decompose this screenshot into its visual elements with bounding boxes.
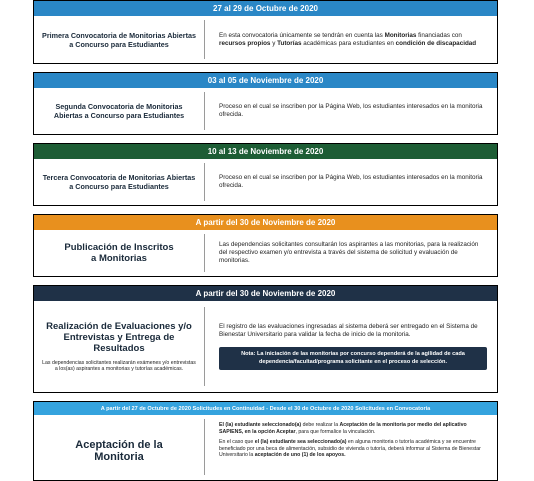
block-title-text: Tercera Convocatoria de Monitorias Abiertas a Concurso para Estudiantes (42, 173, 196, 191)
text-part: y (270, 39, 278, 47)
block-description (205, 16, 497, 63)
block-title-text: Realización de Evaluaciones y/o Entrevistas y Entrega de Resultados (46, 320, 192, 354)
schedule-block-acceptance (33, 401, 498, 481)
block-description (205, 415, 497, 479)
schedule-block-evaluations (33, 285, 498, 393)
text-part-bold: Tutorías (277, 39, 302, 47)
description-text: Proceso en el cual se inscriben por la Página Web, los estudiantes interesados en la monitoria ofrecida. (219, 103, 483, 118)
block-date-header (34, 215, 497, 230)
block-title (34, 230, 204, 276)
schedule-block-third-call (33, 143, 498, 206)
description-paragraph-1 (219, 422, 487, 435)
text-part: , para que formalice la vinculación. (295, 428, 376, 435)
description-text: Proceso en el cual se inscriben por la Página Web, los estudiantes interesados en la monitoria ofrecida. (219, 174, 483, 189)
block-title (34, 301, 204, 392)
description-paragraph-2 (219, 439, 487, 459)
header-text: 27 al 29 de Octubre de 2020 (213, 4, 318, 13)
block-description (205, 159, 497, 205)
block-description (205, 301, 497, 392)
text-part-bold: recursos propios (219, 39, 271, 47)
text-part-bold: El (la) estudiante seleccionado(a) (219, 422, 302, 428)
note-box: Nota: La iniciación de las monitorias por concurso dependerá de la agilidad de cada dependencia/facultad/programa solicitante en el proceso de selección. (219, 347, 487, 370)
text-part: En el caso que (219, 439, 255, 446)
block-title (34, 415, 204, 479)
block-description (205, 230, 497, 276)
text-part: en alguna monitoria o tutoría académica y se encuentre beneficiado por una beca de alimentación, subsidio de vivienda o tutoría, deberá informar al Sistema de Bienestar Universitario la (219, 439, 481, 459)
block-left-note: Las dependencias solicitantes realizarán exámenes y/o entrevistas a los(as) aspirantes a monitorias y tutorías académicas. (42, 359, 196, 372)
block-description (205, 88, 497, 134)
block-title-text: Publicación de Inscritos a Monitorias (64, 242, 174, 264)
description-text (219, 32, 487, 48)
text-part-bold: el (la) estudiante sea seleccionado(a) (254, 439, 347, 446)
header-text: A partir del 27 de Octubre de 2020 Solicitudes en Continuidad - Desde el 30 de Octubre de 2020 Solicitudes en Convocatoria (100, 405, 431, 412)
text-part-bold: condición de discapacidad (395, 39, 477, 47)
description-text: Las dependencias solicitantes consultarán los aspirantes a las monitorias, para la realización del respectivo examen y/o entrevista a través del sistema de solicitud y evaluación de monitorias. (219, 241, 479, 264)
text-part-bold: Monitorias (384, 31, 417, 39)
schedule-block-publication (33, 214, 498, 277)
text-part-bold: aceptación de uno (1) de los apoyos. (254, 452, 346, 459)
schedule-block-first-call (33, 0, 498, 64)
text-part-bold: Aceptación de la monitoria por medio del aplicativo SAPIENS, en la opción Aceptar (219, 422, 467, 435)
text-part: debe realizar la (301, 422, 340, 428)
header-text: A partir del 30 de Noviembre de 2020 (195, 218, 336, 227)
header-text: A partir del 30 de Noviembre de 2020 (195, 289, 336, 298)
block-title-text: Aceptación de la Monitoria (75, 439, 163, 463)
block-date-header (34, 144, 497, 159)
block-date-header (34, 73, 497, 88)
block-title-text: Segunda Convocatoria de Monitorias Abiertas a Concurso para Estudiantes (53, 102, 185, 120)
block-title (34, 159, 204, 205)
text-part: académicas para estudiantes en (301, 39, 396, 47)
description-text: El registro de las evaluaciones ingresadas al sistema deberá ser entregado en el Sistema de Bienestar Universitario para validar la fecha de inicio de la monitoria. (219, 323, 478, 338)
header-text: 03 al 05 de Noviembre de 2020 (207, 76, 324, 85)
text-part: financiadas con (416, 31, 462, 39)
text-part: En esta convocatoria únicamente se tendrán en cuenta las (219, 31, 385, 39)
schedule-block-second-call (33, 72, 498, 135)
block-date-header (34, 286, 497, 301)
header-text: 10 al 13 de Noviembre de 2020 (207, 147, 324, 156)
block-title-text: Primera Convocatoria de Monitorias Abiertas a Concurso para Estudiantes (42, 30, 196, 49)
block-title (34, 16, 204, 63)
block-title (34, 88, 204, 134)
block-date-header (34, 402, 497, 415)
block-date-header (34, 1, 497, 16)
